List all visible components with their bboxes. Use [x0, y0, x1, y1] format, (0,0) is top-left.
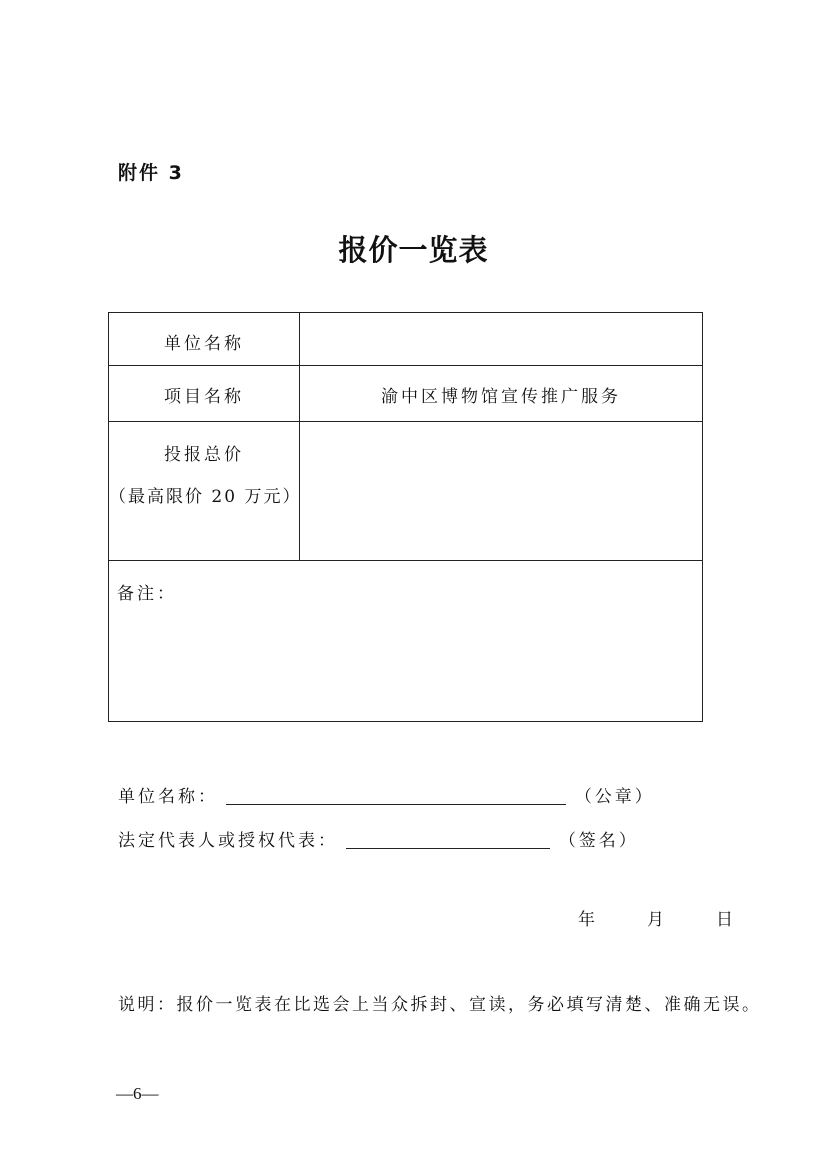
rep-label: 法定代表人或授权代表：	[118, 831, 338, 851]
project-name-value: 渝中区博物馆宣传推广服务	[381, 387, 621, 407]
remarks-label: 备注：	[117, 584, 177, 604]
unit-seal-line	[118, 782, 655, 807]
sign-note: （签名）	[558, 831, 639, 851]
unit-name-blank[interactable]	[226, 786, 566, 805]
total-price-input[interactable]	[301, 428, 701, 548]
representative-line	[118, 826, 639, 851]
sig-unit-name-label: 单位名称：	[118, 787, 218, 807]
page-number: —6—	[116, 1084, 159, 1103]
document-title: 报价一览表	[338, 233, 489, 267]
remarks-input[interactable]	[117, 608, 692, 708]
table-divider	[109, 421, 702, 422]
date-day: 日	[716, 910, 733, 930]
seal-note: （公章）	[574, 787, 655, 807]
table-divider	[109, 365, 702, 366]
table-column-divider	[299, 313, 300, 561]
unit-name-input[interactable]	[301, 323, 701, 357]
date-year: 年	[578, 910, 595, 930]
quote-table	[108, 312, 703, 722]
project-name-label: 项目名称	[164, 387, 244, 407]
instruction-note: 说明：报价一览表在比选会上当众拆封、宣读，务必填写清楚、准确无误。	[118, 995, 762, 1015]
table-divider	[109, 560, 702, 561]
unit-name-label: 单位名称	[164, 334, 244, 354]
attachment-label: 附件 3	[118, 162, 184, 184]
representative-blank[interactable]	[346, 830, 550, 849]
date-month: 月	[647, 910, 664, 930]
total-price-label: 投报总价	[164, 445, 244, 465]
max-price-note: （最高限价 20 万元）	[109, 487, 302, 507]
